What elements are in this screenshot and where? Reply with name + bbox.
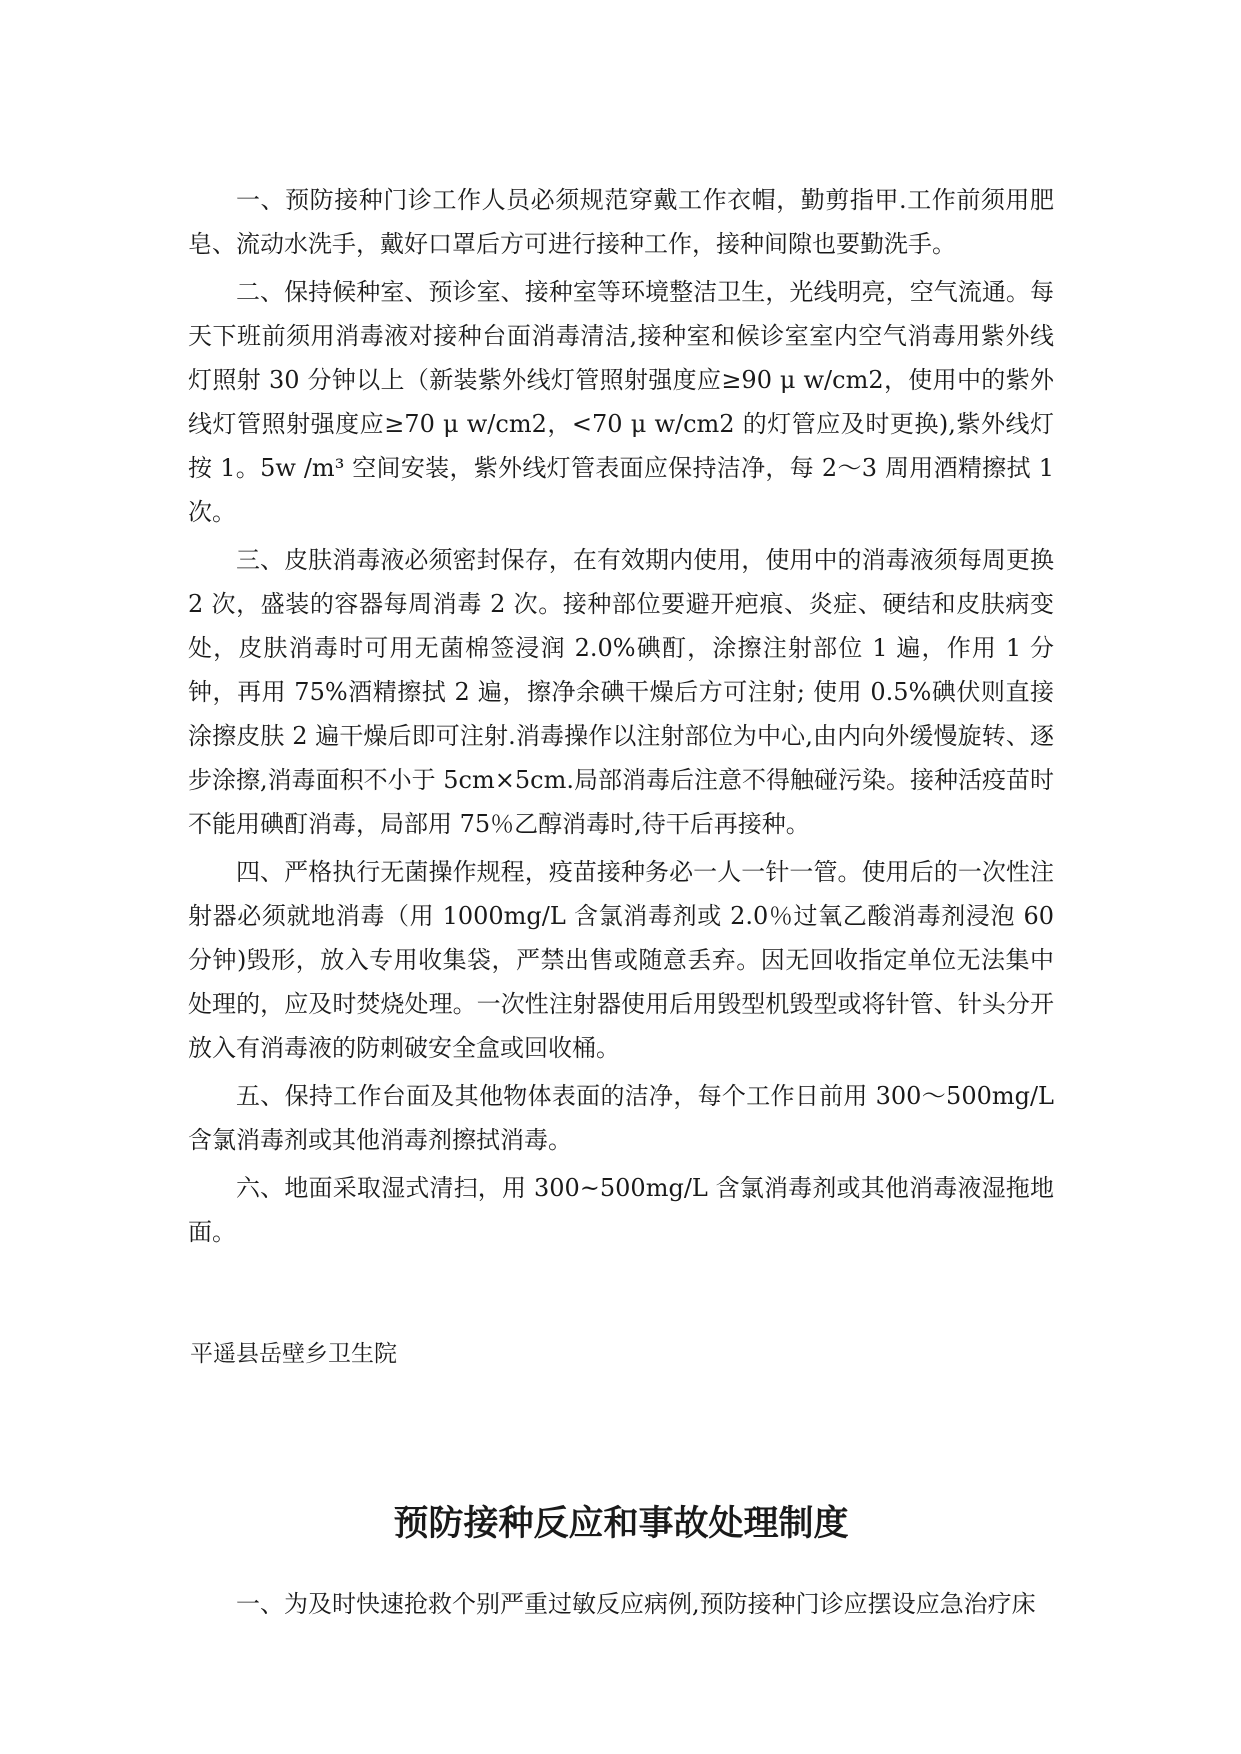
document-body <box>188 178 1054 1258</box>
section-first-paragraph: 一、为及时快速抢救个别严重过敏反应病例,预防接种门诊应摆设应急治疗床 <box>236 1590 1036 1618</box>
section-title: 预防接种反应和事故处理制度 <box>393 1504 849 1544</box>
paragraph-1: 一、预防接种门诊工作人员必须规范穿戴工作衣帽，勤剪指甲.工作前须用肥皂、流动水洗手，戴好口罩后方可进行接种工作，接种间隙也要勤洗手。 <box>188 186 1054 258</box>
paragraph-5: 五、保持工作台面及其他物体表面的洁净，每个工作日前用 300～500mg/L含氯消毒剂或其他消毒剂擦拭消毒。 <box>188 1082 1054 1154</box>
signature-institution: 平遥县岳壁乡卫生院 <box>190 1341 397 1367</box>
paragraph-2: 二、保持候种室、预诊室、接种室等环境整洁卫生，光线明亮，空气流通。每天下班前须用消毒液对接种台面消毒清洁,接种室和候诊室室内空气消毒用紫外线灯照射 30 分钟以上（新装紫外线灯管照射强度应≥90 μ w/cm2，使用中的紫外线灯管照射强度应≥70 μ w/cm2，<70 μ w/cm2 的灯管应及时更换),紫外线灯按 1。5w /m³ 空间安装，紫外线灯管表面应保持洁净，每 2～3 周用酒精擦拭 1 次。 <box>188 278 1054 526</box>
paragraph-6: 六、地面采取湿式清扫，用 300~500mg/L 含氯消毒剂或其他消毒液湿拖地面。 <box>188 1174 1054 1246</box>
paragraph-4: 四、严格执行无菌操作规程，疫苗接种务必一人一针一管。使用后的一次性注射器必须就地消毒（用 1000mg/L 含氯消毒剂或 2.0％过氧乙酸消毒剂浸泡 60分钟)毁形，放入专用收集袋，严禁出售或随意丢弃。因无回收指定单位无法集中处理的，应及时焚烧处理。一次性注射器使用后用毁型机毁型或将针管、针头分开放入有消毒液的防刺破安全盒或回收桶。 <box>188 858 1054 1062</box>
paragraph-3: 三、皮肤消毒液必须密封保存，在有效期内使用，使用中的消毒液须每周更换 2 次，盛装的容器每周消毒 2 次。接种部位要避开疤痕、炎症、硬结和皮肤病变处，皮肤消毒时可用无菌棉签浸润 2.0%碘酊，涂擦注射部位 1 遍，作用 1 分钟，再用 75%酒精擦拭 2 遍，擦净余碘干燥后方可注射; 使用 0.5%碘伏则直接涂擦皮肤 2 遍干燥后即可注射.消毒操作以注射部位为中心,由内向外缓慢旋转、逐步涂擦,消毒面积不小于 5cm×5cm.局部消毒后注意不得触碰污染。接种活疫苗时不能用碘酊消毒，局部用 75％乙醇消毒时,待干后再接种。 <box>188 546 1054 838</box>
